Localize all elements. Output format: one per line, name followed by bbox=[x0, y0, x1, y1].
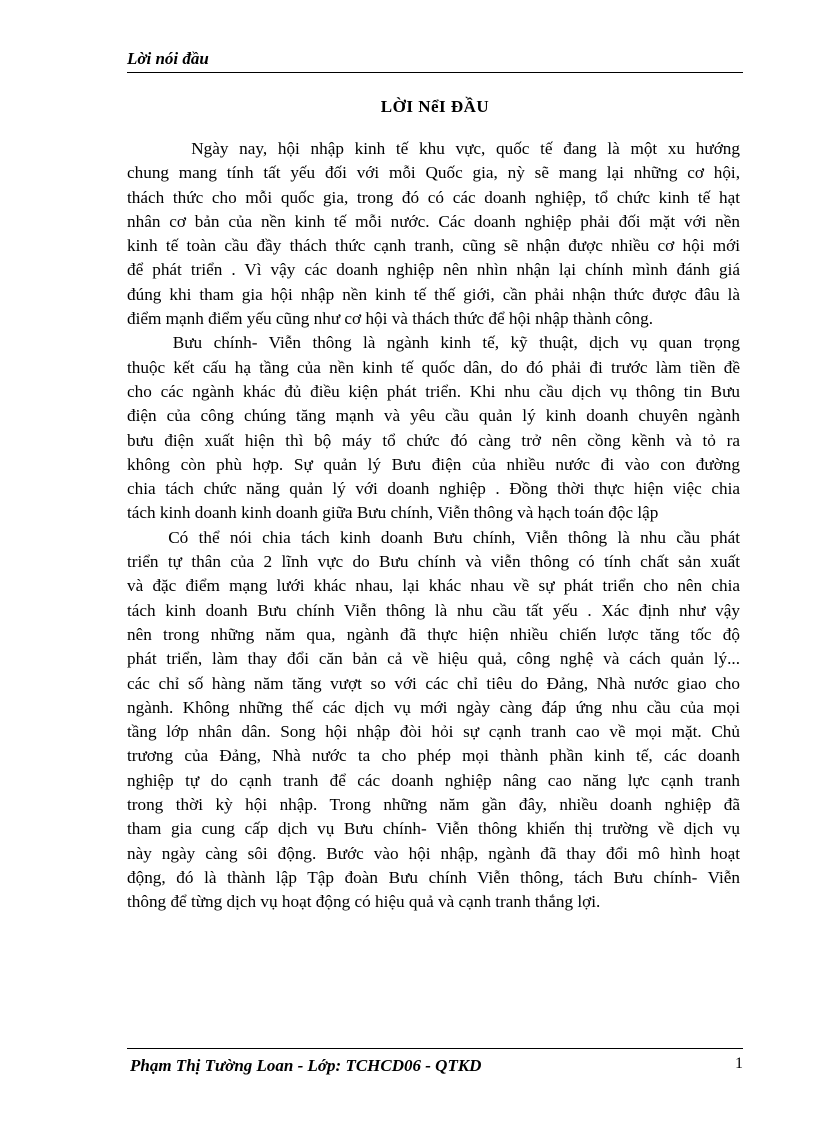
body-line: các chỉ số hàng năm tăng vượt so với các chỉ tiêu do Đảng, Nhà nước giao cho bbox=[127, 673, 740, 693]
body-line: nghiệp tự do cạnh tranh để các doanh nghiệp nâng cao năng lực cạnh tranh bbox=[127, 770, 740, 790]
body-line: và đặc điểm mạng lưới khác nhau, lại khác nhau về sự phát triển cho nên chia bbox=[127, 576, 740, 596]
body-line: trương của Đảng, Nhà nước ta cho phép mọi thành phần kinh tế, các doanh bbox=[127, 746, 740, 766]
body-line: không còn phù hợp. Sự quản lý Bưu điện của nhiều nước đi vào con đường bbox=[127, 454, 740, 474]
body-line: bưu điện xuất hiện thì bộ máy tổ chức đó càng trở nên cồng kềnh và tỏ ra bbox=[127, 430, 740, 450]
document-title: LỜI NểI ĐẦU bbox=[380, 97, 490, 116]
footer-author: Phạm Thị Tường Loan - Lớp: TCHCD06 - QTKD bbox=[130, 1056, 482, 1075]
body-line: phát triển, làm thay đổi căn bản cả về hiệu quả, công nghệ và cách quản lý... bbox=[127, 649, 740, 669]
body-line: nhân cơ bản của nền kinh tế mỗi nước. Các doanh nghiệp phải đối mặt với nền bbox=[127, 211, 740, 231]
body-line: chia tách chức năng quản lý với doanh nghiệp . Đồng thời thực hiện việc chia bbox=[127, 479, 740, 499]
body-line: nên trong những năm qua, ngành đã thực hiện nhiều chiến lược tăng tốc độ bbox=[127, 624, 740, 644]
body-line: triển tự thân của 2 lĩnh vực do Bưu chính và viễn thông có tính chất sản xuất bbox=[127, 552, 740, 572]
document-body bbox=[127, 137, 740, 915]
body-line: thông để từng dịch vụ hoạt động có hiệu quả và cạnh tranh thắng lợi. bbox=[127, 892, 601, 912]
body-line: Ngày nay, hội nhập kinh tế khu vực, quốc tế đang là một xu hướng bbox=[127, 139, 740, 158]
header-title: Lời nói đầu bbox=[127, 49, 209, 68]
body-line: điểm mạnh điểm yếu cũng như cơ hội và thách thức để hội nhập thành công. bbox=[127, 309, 654, 329]
body-line: tách kinh doanh Bưu chính Viễn thông là nhu cầu tất yếu . Xác định như vậy bbox=[127, 600, 740, 620]
body-line: điện của công chúng tăng mạnh và yêu cầu quản lý kinh doanh chuyên ngành bbox=[127, 406, 740, 426]
page-footer bbox=[127, 1054, 743, 1078]
body-line: tham gia cung cấp dịch vụ Bưu chính- Viễn thông khiến thị trường về dịch vụ bbox=[127, 819, 740, 839]
page-header bbox=[127, 46, 743, 73]
footer-divider bbox=[127, 1048, 743, 1049]
body-line: trong thời kỳ hội nhập. Trong những năm gần đây, nhiều doanh nghiệp đã bbox=[127, 795, 740, 815]
body-line: kinh tế toàn cầu đầy thách thức cạnh tranh, cũng sẽ nhận được nhiều cơ hội mới bbox=[127, 236, 740, 256]
body-line: Có thể nói chia tách kinh doanh Bưu chính, Viễn thông là nhu cầu phát bbox=[127, 527, 740, 547]
body-line: Bưu chính- Viễn thông là ngành kinh tế, kỹ thuật, dịch vụ quan trọng bbox=[127, 333, 740, 353]
body-line: tách kinh doanh kinh doanh giữa Bưu chính, Viễn thông và hạch toán độc lập bbox=[127, 503, 659, 523]
body-line: đúng khi tham gia hội nhập nền kinh tế thế giới, cần phải nhận thức được đâu là bbox=[127, 284, 740, 304]
body-line: thách thức cho mỗi quốc gia, trong đó có các doanh nghiệp, tổ chức kinh tế hạt bbox=[127, 187, 740, 207]
body-line: chung mang tính tất yếu đối với mỗi Quốc gia, nỳ sẽ mang lại những cơ hội, bbox=[127, 163, 740, 183]
body-line: cho các ngành khác đủ điều kiện phát triển. Khi nhu cầu dịch vụ thông tin Bưu bbox=[127, 381, 740, 401]
body-line: thuộc kết cấu hạ tầng của nền kinh tế quốc dân, do đó phải đi trước làm tiền đề bbox=[127, 357, 740, 377]
page-number: 1 bbox=[735, 1055, 743, 1072]
body-line: ngành. Không những thế các dịch vụ mới ngày càng đáp ứng nhu cầu của mọi bbox=[127, 697, 740, 717]
body-line: động, đó là thành lập Tập đoàn Bưu chính Viễn thông, tách Bưu chính- Viễn bbox=[127, 867, 740, 887]
body-line: này ngày càng sôi động. Bước vào hội nhập, ngành đã thay đổi mô hình hoạt bbox=[127, 843, 740, 863]
body-line: tầng lớp nhân dân. Song hội nhập đòi hỏi sự cạnh tranh cao về mọi mặt. Chủ bbox=[127, 722, 740, 742]
body-line: để phát triển . Vì vậy các doanh nghiệp nên nhìn nhận lại chính mình đánh giá bbox=[127, 260, 740, 280]
